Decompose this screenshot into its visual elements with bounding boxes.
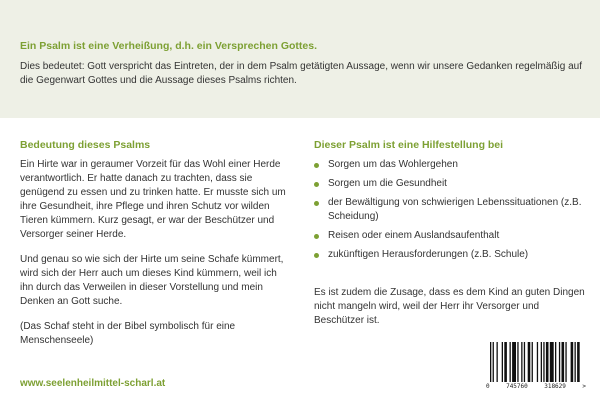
- right-closing-paragraph: Es ist zudem die Zusage, dass es dem Kind an guten Dingen nicht mangeln wird, weil der Herr ihr Versorger und Beschützer ist.: [314, 287, 585, 326]
- barcode-digits: [486, 383, 586, 390]
- help-list: [314, 158, 586, 262]
- list-item-text: Sorgen um das Wohlergehen: [328, 159, 458, 170]
- top-text: Dies bedeutet: Gott verspricht das Eintreten, der in dem Psalm getätigten Aussage, wenn wir unsere Gedanken regelmäßig auf die Gegenwart Gottes und die Aussage dieses Psalms richten.: [20, 61, 582, 86]
- top-band: [0, 0, 600, 118]
- list-item-text: Reisen oder einem Auslandsaufenthalt: [328, 230, 500, 241]
- top-heading: Ein Psalm ist eine Verheißung, d.h. ein Versprechen Gottes.: [20, 40, 318, 52]
- bullet-icon: [314, 182, 319, 187]
- left-paragraph-2: Und genau so wie sich der Hirte um seine Schafe kümmert, wird sich der Herr auch um dieses Kind kümmern, weil ich ihn durch das Verweilen in dieser Vorstellung und mein Denken an Gott suche.: [20, 254, 284, 307]
- barcode-leading-digit: 0: [486, 383, 490, 390]
- barcode-bars: [486, 342, 586, 382]
- bullet-icon: [314, 253, 319, 258]
- list-item-text: der Bewältigung von schwierigen Lebenssituationen (z.B. Scheidung): [328, 197, 582, 222]
- list-item: [314, 196, 586, 224]
- left-paragraph-1: Ein Hirte war in geraumer Vorzeit für das Wohl einer Herde verantwortlich. Er hatte danach zu trachten, dass sie genügend zu essen und zu trinken hatte. Er musste sich um ihre Gesundheit, ihre Pflege und ihren Schutz vor wilden Tieren kümmern. Kurz gesagt, er war der Beschützer und Versorger seiner Herde.: [20, 159, 286, 240]
- right-column: [314, 138, 586, 339]
- barcode-right-digits: 318629: [544, 383, 566, 390]
- left-paragraph-3: (Das Schaf steht in der Bibel symbolisch für eine Menschenseele): [20, 321, 236, 346]
- barcode-left-digits: 745760: [506, 383, 528, 390]
- bullet-icon: [314, 201, 319, 206]
- left-heading: Bedeutung dieses Psalms: [20, 139, 151, 151]
- barcode-trailing-mark: >: [582, 383, 586, 390]
- list-item: [314, 229, 586, 243]
- list-item: [314, 177, 586, 191]
- list-item-text: zukünftigen Herausforderungen (z.B. Schule): [328, 249, 529, 260]
- barcode: [486, 342, 586, 394]
- list-item-text: Sorgen um die Gesundheit: [328, 178, 447, 189]
- left-column: [20, 138, 292, 359]
- list-item: [314, 158, 586, 172]
- bullet-icon: [314, 163, 319, 168]
- website-link[interactable]: www.seelenheilmittel-scharl.at: [20, 378, 166, 389]
- bullet-icon: [314, 234, 319, 239]
- right-heading: Dieser Psalm ist eine Hilfestellung bei: [314, 139, 504, 151]
- list-item: [314, 248, 586, 262]
